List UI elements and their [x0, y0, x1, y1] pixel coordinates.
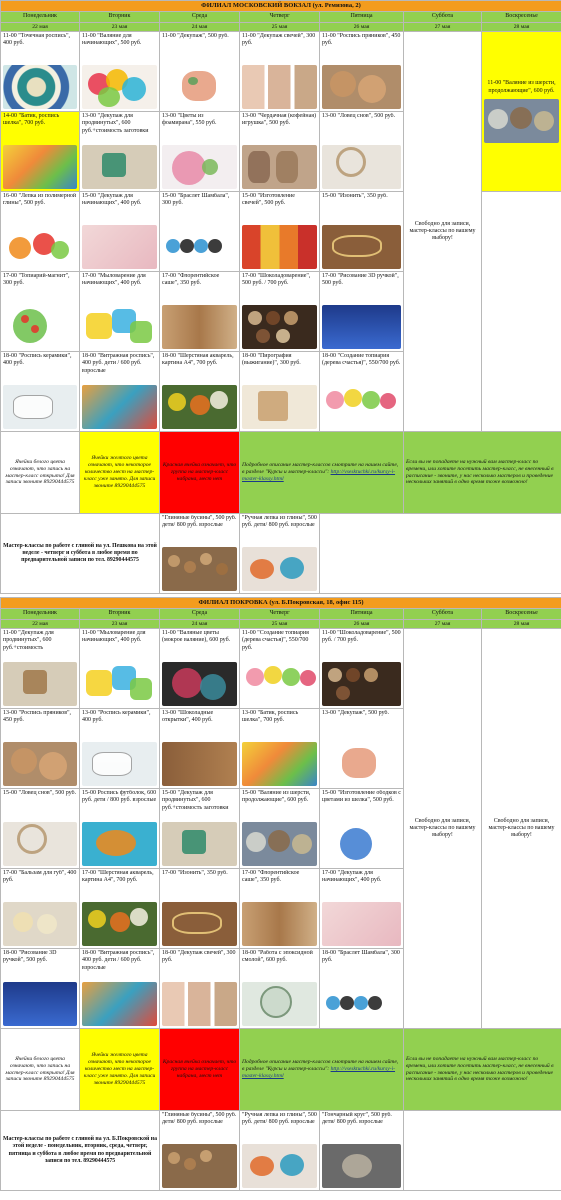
legend-yellow: Ячейки желтого цвета означают, что некоторое количество мест на мастер-класс уже занято. Для записи звоните 89290444575: [80, 1029, 160, 1111]
class-photo: [82, 662, 157, 706]
class-title: 15-00 "Браслет Шамбала", 300 руб.: [162, 193, 230, 207]
legend-info: [240, 1029, 404, 1111]
class-title: 13-00 "Декупаж", 500 руб.: [322, 710, 389, 716]
class-photo: [3, 305, 77, 349]
legend-info: [240, 432, 404, 514]
class-photo: [322, 225, 401, 269]
class-title: 11-00 "Валяние для начинающих", 500 руб.: [82, 33, 142, 47]
class-photo: [3, 145, 77, 189]
class-title: 18-00 "Роспись керамики", 400 руб.: [3, 353, 72, 367]
class-cell[interactable]: [1, 112, 80, 192]
class-title: "Глиняные бусины", 500 руб. дети/ 800 руб. взрослые: [162, 1112, 237, 1126]
class-cell[interactable]: [80, 32, 160, 112]
free-slot-text: Свободно для записи, мастер-классы по вашему выбору!: [409, 220, 476, 242]
class-title: 17-00 "Декупаж для начинающих", 400 руб.: [322, 870, 382, 884]
date-header: 22 мая: [1, 23, 80, 32]
class-photo: [242, 822, 317, 866]
saturday-free-cell[interactable]: [404, 32, 482, 432]
class-title: 11-00 "Валяние из шерсти, продолжающие", 600 руб.: [487, 80, 556, 94]
class-photo: [162, 902, 237, 946]
site-link[interactable]: http://vsesktuchki.ru/kursy-i-master-klassy.html: [242, 1066, 396, 1079]
legend-request: Если вы не попадаете на нужный вам мастер-класс по времени, или хотите посетить мастер-класс, не внесенный в расписание - звоните, у нас несколько мастеров и проведение нескольких занятий в одно время тоже возможно!: [404, 1029, 561, 1111]
class-photo: [322, 902, 401, 946]
class-photo: [242, 305, 317, 349]
class-title: 13-00 "Шоколадные открытки", 400 руб.: [162, 710, 214, 724]
class-title: 11-00 "Мыловарение для начинающих", 400 руб.: [82, 630, 146, 644]
class-photo: [242, 65, 317, 109]
class-photo: [162, 305, 237, 349]
class-photo: [322, 982, 401, 1026]
class-photo: [162, 225, 237, 269]
class-cell[interactable]: [320, 352, 404, 432]
class-cell[interactable]: [320, 1111, 404, 1191]
class-title: 17-00 "Флорентийское саше", 350 руб.: [242, 870, 300, 884]
date-header: 28 мая: [482, 620, 561, 629]
class-photo: [322, 662, 401, 706]
schedule-pokrovka: [0, 597, 561, 1191]
legend-info-text: Подробное описание мастер-классов смотрите на нашем сайте, в разделе "Курсы и мастер-классы":: [242, 462, 399, 476]
class-photo: [82, 982, 157, 1026]
class-photo: [82, 225, 157, 269]
class-cell[interactable]: [240, 1111, 320, 1191]
class-photo: [82, 742, 157, 786]
day-header: Воскресенье: [482, 12, 561, 23]
class-cell[interactable]: [160, 869, 240, 949]
day-header: Суббота: [404, 12, 482, 23]
class-cell[interactable]: [80, 192, 160, 272]
class-cell[interactable]: [1, 949, 80, 1029]
class-cell[interactable]: [320, 789, 404, 869]
class-title: 18-00 "Работа с эпоксидной смолой", 600 руб.: [242, 950, 313, 964]
class-cell[interactable]: [160, 1111, 240, 1191]
class-title: "Гончарный круг", 500 руб. дети/ 800 руб. взрослые: [322, 1112, 392, 1126]
saturday-free-cell[interactable]: [404, 629, 482, 1029]
class-title: 17-00 "Бальзам для губ", 400 руб.: [3, 870, 77, 884]
class-photo: [3, 385, 77, 429]
clay-note: Мастер-классы по работе с глиной на ул. Б.Покровской на этой неделе - понедельник, вторник, среда, четверг, пятница и суббота в любое время по предварительной записи по тел. 89290444575: [1, 1111, 160, 1191]
class-title: 15-00 "Изготовление ободков с цветами из шелка", 500 руб.: [322, 790, 401, 804]
class-title: 13-00 "Цветы из фоамирана", 550 руб.: [162, 113, 217, 127]
day-header: Понедельник: [1, 609, 80, 620]
class-title: 15-00 Роспись футболок, 600 руб. дети / 800 руб. взрослые: [82, 790, 157, 804]
class-cell[interactable]: [1, 352, 80, 432]
class-cell[interactable]: [80, 112, 160, 192]
class-cell[interactable]: [320, 112, 404, 192]
branch-title: ФИЛИАЛ ПОКРОВКА (ул. Б.Покровская, 18, офис 115): [1, 598, 561, 609]
class-title: 11-00 "Шоколадоварение", 500 руб. / 700 руб.: [322, 630, 401, 644]
class-photo: [3, 225, 77, 269]
class-photo: [82, 305, 157, 349]
class-title: "Ручная лепка из глины", 500 руб. дети/ 800 руб. взрослые: [242, 515, 317, 529]
free-slot-text: Свободно для записи, мастер-классы по вашему выбору!: [488, 817, 555, 839]
free-slot-text: Свободно для записи, мастер-классы по вашему выбору!: [409, 817, 476, 839]
class-cell[interactable]: [320, 869, 404, 949]
class-cell[interactable]: [1, 272, 80, 352]
class-photo: [162, 65, 237, 109]
day-header: Понедельник: [1, 12, 80, 23]
class-photo: [3, 902, 77, 946]
class-cell[interactable]: [1, 869, 80, 949]
day-header: Среда: [160, 609, 240, 620]
class-photo: [162, 145, 237, 189]
class-title: 13-00 "Чердачная (кофейная) игрушка", 500 руб.: [242, 113, 317, 127]
class-photo: [242, 145, 317, 189]
class-title: 11-00 "Декупаж для продвинутых", 600 руб.+стоимость: [3, 630, 54, 651]
day-header: Суббота: [404, 609, 482, 620]
class-cell[interactable]: [80, 629, 160, 709]
class-title: 15-00 "Валяние из шерсти, продолжающие", 600 руб.: [242, 790, 311, 804]
class-title: 11-00 "Декупаж свечей", 300 руб.: [242, 33, 316, 47]
class-title: 13-00 "Роспись пряников", 450 руб.: [3, 710, 72, 724]
class-cell[interactable]: [240, 192, 320, 272]
date-header: 26 мая: [320, 620, 404, 629]
class-photo: [82, 822, 157, 866]
date-header: 24 мая: [160, 620, 240, 629]
class-cell[interactable]: [320, 192, 404, 272]
class-photo: [3, 742, 77, 786]
class-cell[interactable]: [320, 272, 404, 352]
day-header: Четверг: [240, 609, 320, 620]
class-title: 11-00 "Декупаж", 500 руб.: [162, 33, 229, 39]
class-cell[interactable]: [240, 869, 320, 949]
empty-cell: [320, 514, 561, 594]
class-cell[interactable]: [160, 629, 240, 709]
legend-red: Красная ячейка означает, что группа на мастер-класс набрана, мест нет: [160, 432, 240, 514]
class-title: 17-00 "Флорентийское саше", 350 руб.: [162, 273, 220, 287]
class-photo: [3, 822, 77, 866]
empty-cell: [404, 1111, 561, 1191]
class-cell[interactable]: [320, 949, 404, 1029]
legend-white: Ячейки белого цвета означают, что запись на мастер-класс открыта! Для записи звоните 89290444575: [1, 432, 80, 514]
class-title: 17-00 "Мыловарение для начинающих", 400 руб.: [82, 273, 146, 287]
class-photo: [242, 982, 317, 1026]
class-photo: [162, 982, 237, 1026]
class-cell[interactable]: [160, 192, 240, 272]
legend-white: Ячейки белого цвета означают, что запись на мастер-класс открыта! Для записи звоните 89290444575: [1, 1029, 80, 1111]
class-photo: [162, 1144, 237, 1188]
class-title: 18-00 "Витражная роспись", 400 руб. дети / 600 руб. взрослые: [82, 353, 155, 374]
date-header: 23 мая: [80, 620, 160, 629]
class-photo: [3, 65, 77, 109]
class-cell[interactable]: [80, 949, 160, 1029]
class-cell[interactable]: [240, 789, 320, 869]
class-title: 15-00 "Декупаж для начинающих", 400 руб.: [82, 193, 142, 207]
date-header: 27 мая: [404, 620, 482, 629]
class-title: 18-00 "Пирография (выжигание)", 300 руб.: [242, 353, 301, 367]
class-photo: [3, 982, 77, 1026]
class-title: 13-00 "Батик, роспись шелка", 700 руб.: [242, 710, 299, 724]
class-cell[interactable]: [240, 629, 320, 709]
class-title: 18-00 "Браслет Шамбала", 300 руб.: [322, 950, 400, 964]
legend-info-text: Подробное описание мастер-классов смотрите на нашем сайте, в разделе "Курсы и мастер-классы":: [242, 1059, 399, 1073]
date-header: 22 мая: [1, 620, 80, 629]
site-link[interactable]: http://vsesktuchki.ru/kursy-i-master-klassy.html: [242, 469, 396, 482]
class-photo: [322, 145, 401, 189]
class-title: 15-00 "Декупаж для продвинутых", 600 руб.+стоимость заготовки: [162, 790, 229, 811]
class-photo: [162, 385, 237, 429]
class-title: 15-00 "Изготовление свечей", 500 руб.: [242, 193, 295, 207]
class-cell[interactable]: [240, 352, 320, 432]
class-cell[interactable]: [1, 709, 80, 789]
class-title: 15-00 "Ловец снов", 500 руб.: [3, 790, 77, 796]
class-title: 18-00 "Шерстяная акварель, картина А4", 700 руб.: [162, 353, 234, 367]
class-cell[interactable]: [240, 112, 320, 192]
class-photo: [322, 822, 401, 866]
date-header: 23 мая: [80, 23, 160, 32]
class-cell[interactable]: [160, 789, 240, 869]
class-cell[interactable]: [160, 949, 240, 1029]
class-title: 17-00 "Топиарий-магнит", 300 руб.: [3, 273, 70, 287]
legend-yellow: Ячейки желтого цвета означают, что некоторое количество мест на мастер-класс уже занято. Для записи звоните 89290444575: [80, 432, 160, 514]
class-photo: [322, 742, 401, 786]
day-header: Четверг: [240, 12, 320, 23]
class-cell[interactable]: [240, 949, 320, 1029]
class-photo: [82, 902, 157, 946]
class-photo: [322, 305, 401, 349]
day-header: Воскресенье: [482, 609, 561, 620]
class-title: 17-00 "Изонить", 350 руб.: [162, 870, 228, 876]
class-cell[interactable]: [1, 789, 80, 869]
class-photo: [242, 662, 317, 706]
date-header: 28 мая: [482, 23, 561, 32]
class-title: 11-00 "Роспись пряников", 450 руб.: [322, 33, 401, 47]
class-title: 14-00 "Батик, роспись шелка", 700 руб.: [3, 113, 60, 127]
class-cell[interactable]: [160, 272, 240, 352]
class-title: 18-00 "Создание топиария (дерева счастья)", 550/700 руб.: [322, 353, 401, 367]
class-photo: [322, 1144, 401, 1188]
class-title: 11-00 "Точечная роспись", 400 руб.: [3, 33, 71, 47]
class-title: 18-00 "Витражная роспись", 400 руб. дети / 600 руб. взрослые: [82, 950, 155, 971]
class-photo: [82, 145, 157, 189]
class-cell[interactable]: [240, 32, 320, 112]
class-cell[interactable]: [320, 709, 404, 789]
class-cell[interactable]: [320, 629, 404, 709]
class-cell[interactable]: [160, 32, 240, 112]
class-photo: [242, 547, 317, 591]
class-title: 17-00 "Шоколадоварение", 500 руб. / 700 руб.: [242, 273, 311, 287]
class-cell[interactable]: [1, 629, 80, 709]
class-cell[interactable]: [160, 709, 240, 789]
clay-note: Мастер-классы по работе с глиной на ул. Пешкова на этой неделе - четверг и суббота в любое время по предварительной записи по тел. 89290444575: [1, 514, 160, 594]
class-photo: [322, 65, 401, 109]
class-photo: [162, 742, 237, 786]
class-cell[interactable]: [80, 272, 160, 352]
class-photo: [242, 225, 317, 269]
day-header: Вторник: [80, 12, 160, 23]
class-cell[interactable]: [1, 192, 80, 272]
class-photo: [322, 385, 401, 429]
class-title: 17-00 "Шерстяная акварель, картина А4", 700 руб.: [82, 870, 154, 884]
class-photo: [242, 902, 317, 946]
day-header: Вторник: [80, 609, 160, 620]
class-photo: [162, 822, 237, 866]
class-photo: [242, 742, 317, 786]
date-header: 26 мая: [320, 23, 404, 32]
class-title: 13-00 "Роспись керамики", 400 руб.: [82, 710, 151, 724]
date-header: 27 мая: [404, 23, 482, 32]
class-cell[interactable]: [1, 32, 80, 112]
class-title: 13-00 "Декупаж для продвинутых", 600 руб.+стоимость заготовки: [82, 113, 149, 134]
class-photo: [3, 662, 77, 706]
class-title: 16-00 "Лепка из полимерной глины", 500 руб.: [3, 193, 77, 207]
class-title: 13-00 "Ловец снов", 500 руб.: [322, 113, 396, 119]
class-title: 18-00 "Декупаж свечей", 300 руб.: [162, 950, 236, 964]
class-title: 18-00 "Рисование 3D ручкой", 500 руб.: [3, 950, 57, 964]
class-photo: [82, 385, 157, 429]
class-title: 17-00 "Рисование 3D ручкой", 500 руб.: [322, 273, 399, 287]
day-header: Среда: [160, 12, 240, 23]
class-cell[interactable]: [160, 112, 240, 192]
sunday-free-cell[interactable]: [482, 629, 561, 1029]
class-photo: [242, 1144, 317, 1188]
class-photo: [82, 65, 157, 109]
class-cell[interactable]: [240, 514, 320, 594]
sunday-class-cell[interactable]: [482, 32, 561, 192]
class-photo: [484, 99, 559, 143]
schedule-moskovsky-vokzal: [0, 0, 561, 594]
branch-title: ФИЛИАЛ МОСКОВСКИЙ ВОКЗАЛ (ул. Ремизова, 2): [1, 1, 561, 12]
class-photo: [162, 547, 237, 591]
class-cell[interactable]: [80, 789, 160, 869]
day-header: Пятница: [320, 609, 404, 620]
class-title: "Ручная лепка из глины", 500 руб. дети/ 800 руб. взрослые: [242, 1112, 317, 1126]
class-title: 15-00 "Изонить", 350 руб.: [322, 193, 388, 199]
class-photo: [242, 385, 317, 429]
date-header: 25 мая: [240, 23, 320, 32]
class-cell[interactable]: [80, 709, 160, 789]
class-cell[interactable]: [80, 869, 160, 949]
class-cell[interactable]: [240, 709, 320, 789]
date-header: 25 мая: [240, 620, 320, 629]
day-header: Пятница: [320, 12, 404, 23]
class-title: "Глиняные бусины", 500 руб. дети/ 800 руб. взрослые: [162, 515, 237, 529]
class-title: 11-00 "Создание топиария (дерева счастья)", 550/700 руб.: [242, 630, 309, 651]
legend-red: Красная ячейка означает, что группа на мастер-класс набрана, мест нет: [160, 1029, 240, 1111]
class-photo: [162, 662, 237, 706]
class-cell[interactable]: [160, 514, 240, 594]
class-cell[interactable]: [80, 352, 160, 432]
legend-request: Если вы не попадаете на нужный вам мастер-класс по времени, или хотите посетить мастер-класс, не внесенный в расписание - звоните, у нас несколько мастеров и проведение нескольких занятий в одно время тоже возможно!: [404, 432, 561, 514]
class-cell[interactable]: [240, 272, 320, 352]
class-cell[interactable]: [160, 352, 240, 432]
class-title: 11-00 "Валяные цветы (мокрое валяние), 600 руб.: [162, 630, 231, 644]
class-cell[interactable]: [320, 32, 404, 112]
date-header: 24 мая: [160, 23, 240, 32]
